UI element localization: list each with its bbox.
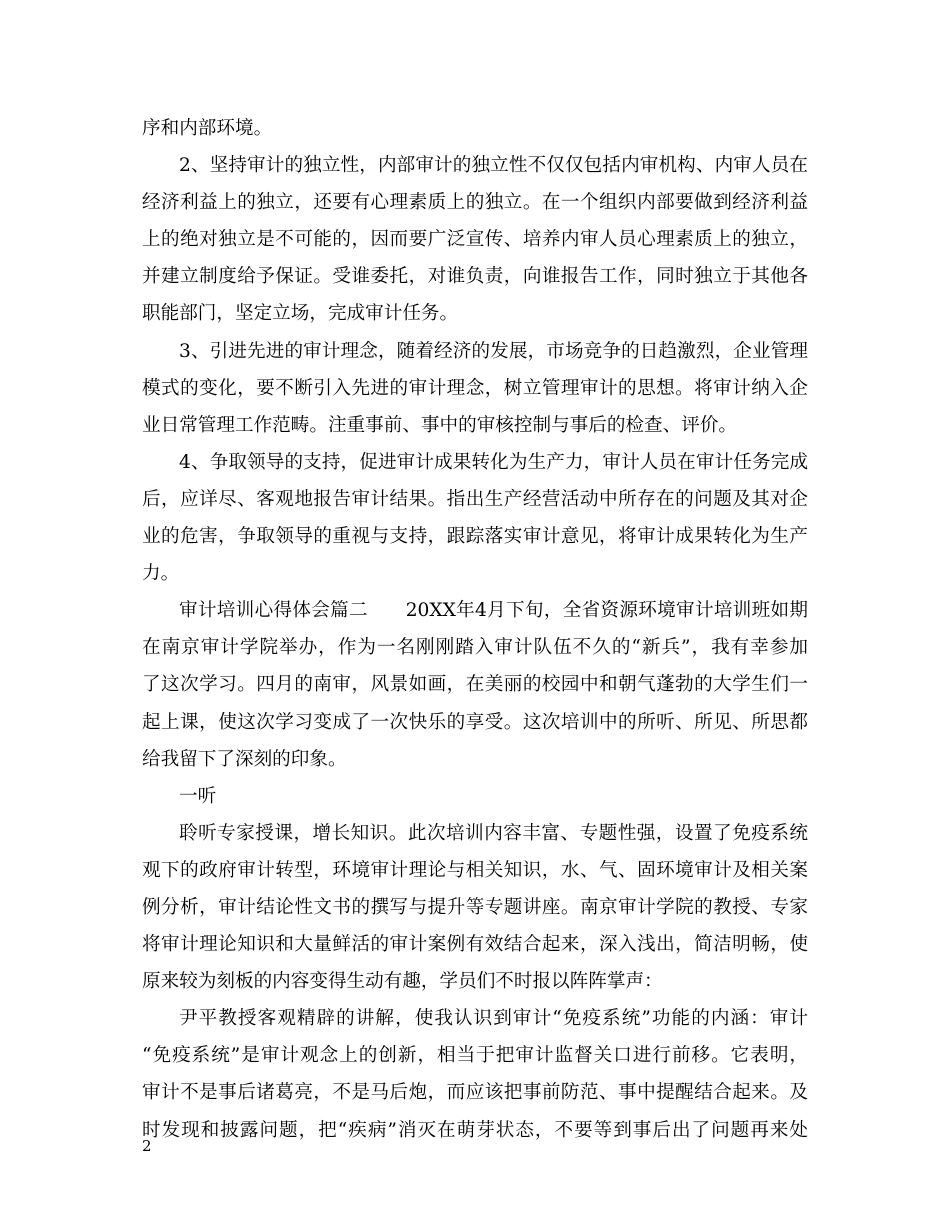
- text-line: 3、引进先进的审计理念，随着经济的发展，市场竞争的日趋激烈，企业管理: [179, 340, 808, 362]
- text-line: 时发现和披露问题，把“疾病”消灭在萌芽状态，不要等到事后出了问题再来处: [142, 1119, 808, 1141]
- text-line: 业的危害，争取领导的重视与支持，跟踪落实审计意见，将审计成果转化为生产: [142, 526, 808, 548]
- text-line: 聆听专家授课，增长知识。此次培训内容丰富、专题性强，设置了免疫系统: [179, 822, 808, 844]
- text-line: 给我留下了深刻的印象。: [142, 748, 347, 770]
- text-line: 将审计理论知识和大量鲜活的审计案例有效结合起来，深入浅出，简洁明畅，使: [142, 934, 808, 956]
- text-line: 审计不是事后诸葛亮，不是马后炮，而应该把事前防范、事中提醒结合起来。及: [142, 1082, 808, 1104]
- text-line: 尹平教授客观精辟的讲解，使我认识到审计“免疫系统”功能的内涵：审计: [179, 1008, 808, 1030]
- text-line: 2、坚持审计的独立性，内部审计的独立性不仅仅包括内审机构、内审人员在: [179, 155, 808, 177]
- text-line: 序和内部环境。: [142, 118, 273, 139]
- text-line: 业日常管理工作范畴。注重事前、事中的审核控制与事后的检查、评价。: [142, 414, 738, 436]
- text-line: 原来较为刻板的内容变得生动有趣，学员们不时报以阵阵掌声：: [142, 971, 663, 993]
- text-line: 模式的变化，要不断引入先进的审计理念，树立管理审计的思想。将审计纳入企: [142, 377, 808, 399]
- text-line: 一听: [179, 785, 217, 807]
- text-line: 后，应详尽、客观地报告审计结果。指出生产经营活动中所存在的问题及其对企: [142, 488, 808, 510]
- text-line: 在南京审计学院举办，作为一名刚刚踏入审计队伍不久的“新兵”，我有幸参加: [142, 637, 808, 659]
- text-line: 并建立制度给予保证。受谁委托，对谁负责，向谁报告工作，同时独立于其他各: [142, 266, 808, 288]
- text-line: 力。: [142, 563, 180, 585]
- text-line: 职能部门，坚定立场，完成审计任务。: [142, 303, 459, 325]
- text-line: “免疫系统”是审计观念上的创新，相当于把审计监督关口进行前移。它表明，: [142, 1045, 808, 1067]
- text-line: 起上课，使这次学习变成了一次快乐的享受。这次培训中的所听、所见、所思都: [142, 711, 808, 733]
- body-text: [142, 110, 808, 1149]
- text-line: 了这次学习。四月的南审，风景如画，在美丽的校园中和朝气蓬勃的大学生们一: [142, 674, 808, 696]
- page-number: 2: [142, 1137, 152, 1155]
- text-line: 上的绝对独立是不可能的，因而要广泛宣传、培养内审人员心理素质上的独立，: [142, 229, 808, 251]
- text-line: 例分析，审计结论性文书的撰写与提升等专题讲座。南京审计学院的教授、专家: [142, 896, 808, 918]
- text-line: 观下的政府审计转型，环境审计理论与相关知识，水、气、固环境审计及相关案: [142, 859, 808, 881]
- text-line: 4、争取领导的支持，促进审计成果转化为生产力，审计人员在审计任务完成: [179, 451, 808, 473]
- text-line: 经济利益上的独立，还要有心理素质上的独立。在一个组织内部要做到经济利益: [142, 192, 808, 214]
- text-line: 审计培训心得体会篇二 20XX年4月下旬，全省资源环境审计培训班如期: [179, 600, 808, 622]
